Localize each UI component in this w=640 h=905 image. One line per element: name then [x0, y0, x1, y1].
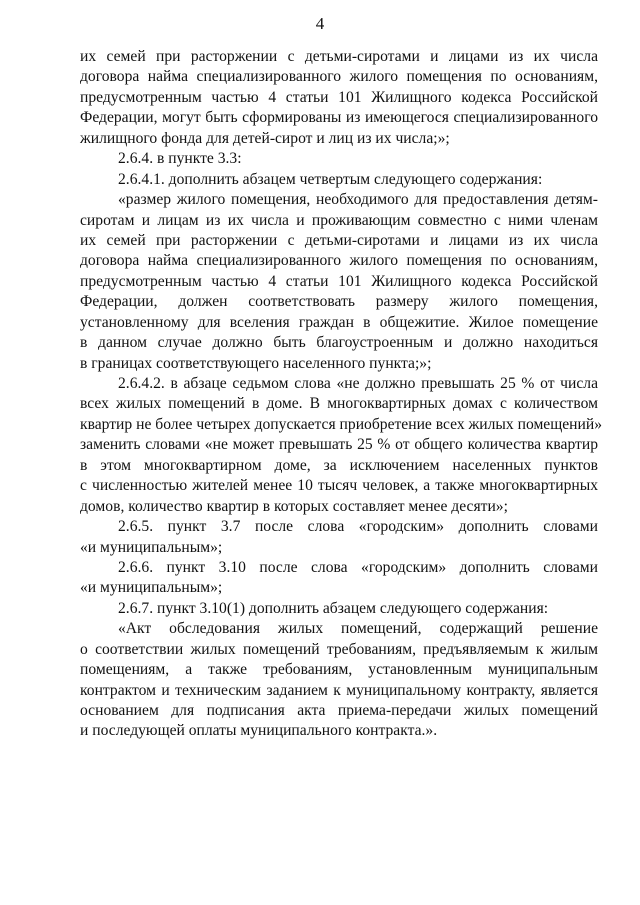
- text-line: предусмотренным частью 4 статьи 101 Жилищного кодекса Российской: [80, 88, 598, 106]
- text-line: договора найма специализированного жилого помещения по основаниям,: [80, 252, 598, 270]
- text-line: помещениям, а также требованиям, установленным муниципальным: [80, 661, 598, 679]
- text-line: сиротам и лицам из их числа и проживающим совместно с ними членам: [80, 211, 598, 229]
- text-line: установленному для вселения граждан в общежитие. Жилое помещение: [80, 313, 598, 331]
- text-line: основанием для подписания акта приема-передачи жилых помещений: [80, 702, 598, 719]
- text-line: «Акт обследования жилых помещений, содержащий решение: [118, 620, 598, 638]
- text-line: контрактом и техническим заданием к муниципальному контракту, является: [80, 681, 598, 699]
- text-line: о соответствии жилых помещений требованиям, предъявляемым к жилым: [80, 640, 598, 658]
- text-line: заменить словами «не может превышать 25 % от общего количества квартир: [80, 436, 598, 454]
- text-line: и последующей оплаты муниципального контракта.».: [80, 722, 438, 740]
- text-line: «и муниципальным»;: [80, 538, 223, 556]
- text-line: жилищного фонда для детей-сирот и лиц из их числа;»;: [80, 129, 450, 147]
- text-line: в границах соответствующего населенного пункта;»;: [80, 354, 432, 372]
- document-text: [80, 47, 602, 742]
- text-line: 2.6.4.2. в абзаце седьмом слова «не должно превышать 25 % от числа: [118, 375, 598, 392]
- text-line: «размер жилого помещения, необходимого для предоставления детям-: [118, 191, 598, 209]
- text-line: 2.6.6. пункт 3.10 после слова «городским» дополнить словами: [118, 558, 598, 576]
- text-line: с численностью жителей менее 10 тысяч человек, а также многоквартирных: [80, 477, 598, 495]
- text-line: в этом многоквартирном доме, за исключением населенных пунктов: [80, 456, 598, 474]
- text-line: 2.6.4. в пункте 3.3:: [118, 150, 242, 168]
- text-line: всех жилых помещений в доме. В многоквартирных домах с количеством: [80, 395, 598, 413]
- text-line: 2.6.5. пункт 3.7 после слова «городским» дополнить словами: [118, 518, 598, 536]
- text-line: квартир не более четырех допускается приобретение всех жилых помещений»: [80, 415, 602, 433]
- text-line: договора найма специализированного жилого помещения по основаниям,: [80, 68, 598, 86]
- text-line: 2.6.7. пункт 3.10(1) дополнить абзацем следующего содержания:: [118, 599, 549, 617]
- text-line: 2.6.4.1. дополнить абзацем четвертым следующего содержания:: [118, 170, 543, 188]
- text-line: «и муниципальным»;: [80, 579, 223, 597]
- text-line: предусмотренным частью 4 статьи 101 Жилищного кодекса Российской: [80, 272, 598, 290]
- page-number: 4: [315, 14, 325, 33]
- text-line: в данном случае должно быть благоустроенным и должно находиться: [80, 334, 598, 352]
- text-line: их семей при расторжении с детьми-сиротами и лицами из их числа: [80, 48, 598, 65]
- text-line: Федерации, должен соответствовать размеру жилого помещения,: [80, 293, 598, 311]
- text-line: домов, количество квартир в которых составляет менее десяти»;: [80, 497, 508, 515]
- text-line: их семей при расторжении с детьми-сиротами и лицами из их числа: [80, 231, 598, 249]
- text-line: Федерации, могут быть сформированы из имеющегося специализированного: [80, 109, 598, 127]
